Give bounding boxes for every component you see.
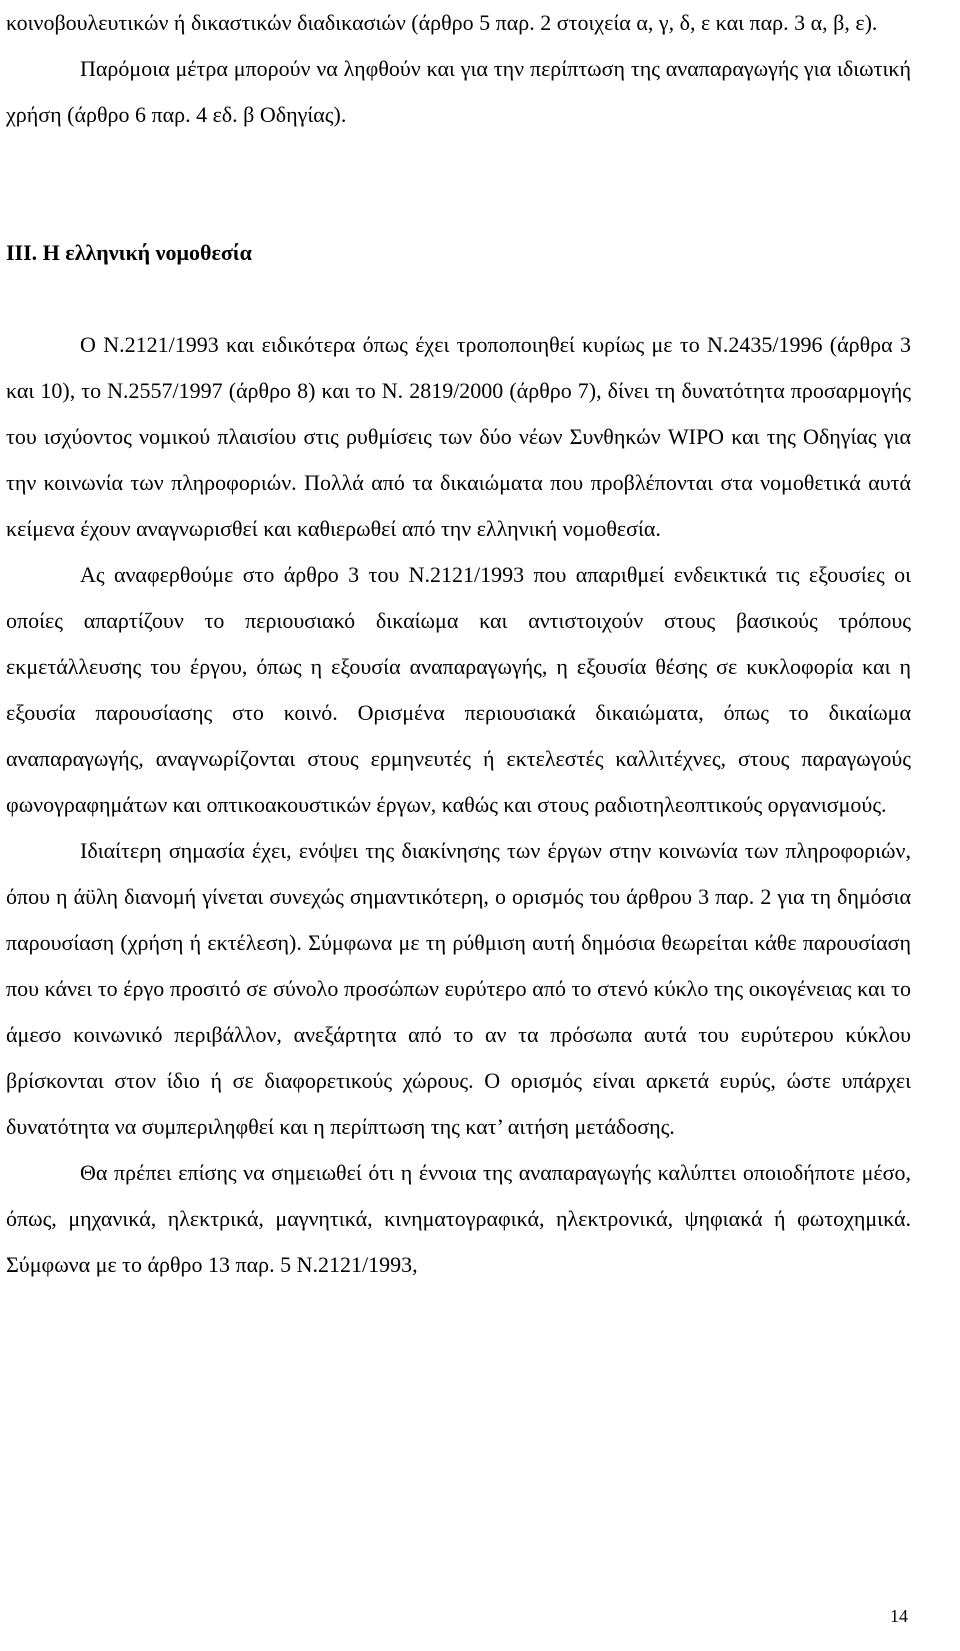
paragraph: Ιδιαίτερη σημασία έχει, ενόψει της διακίνησης των έργων στην κοινωνία των πληροφοριών, όπου η άϋλη διανομή γίνεται συνεχώς σημαντικότερη, ο ορισμός του άρθρου 3 παρ. 2 για τη δημόσια παρουσίαση (χρήση ή εκτέλεση). Σύμφωνα με τη ρύθμιση αυτή δημόσια θεωρείται κάθε παρουσίαση που κάνει το έργο προσιτό σε σύνολο προσώπων ευρύτερο από το στενό κύκλο της οικογένειας και το άμεσο κοινωνικό περιβάλλον, ανεξάρτητα από το αν τα πρόσωπα αυτά του ευρύτερου κύκλου βρίσκονται στον ίδιο ή σε διαφορετικούς χώρους. Ο ορισμός είναι αρκετά ευρύς, ώστε υπάρχει δυνατότητα να συμπεριληφθεί και η περίπτωση της κατ’ αιτήση μετάδοσης. xyxy=(6,838,911,1139)
paragraph: Ας αναφερθούμε στο άρθρο 3 του Ν.2121/1993 που απαριθμεί ενδεικτικά τις εξουσίες οι οποίες απαρτίζουν το περιουσιακό δικαίωμα και αντιστοιχούν στους βασικούς τρόπους εκμετάλλευσης του έργου, όπως η εξουσία αναπαραγωγής, η εξουσία θέσης σε κυκλοφορία και η εξουσία παρουσίασης στο κοινό. Ορισμένα περιουσιακά δικαιώματα, όπως το δικαίωμα αναπαραγωγής, αναγνωρίζονται στους ερμηνευτές ή εκτελεστές καλλιτέχνες, στους παραγωγούς φωνογραφημάτων και οπτικοακουστικών έργων, καθώς και στους ραδιοτηλεοπτικούς οργανισμούς. xyxy=(6,562,911,817)
body-text xyxy=(6,0,911,1288)
spacer xyxy=(6,138,911,230)
paragraph: Θα πρέπει επίσης να σημειωθεί ότι η έννοια της αναπαραγωγής καλύπτει οποιοδήποτε μέσο, όπως, μηχανικά, ηλεκτρικά, μαγνητικά, κινηματογραφικά, ηλεκτρονικά, ψηφιακά ή φωτοχημικά. Σύμφωνα με το άρθρο 13 παρ. 5 Ν.2121/1993, xyxy=(6,1160,911,1277)
paragraph: Παρόμοια μέτρα μπορούν να ληφθούν και για την περίπτωση της αναπαραγωγής για ιδιωτική χρήση (άρθρο 6 παρ. 4 εδ. β Οδηγίας). xyxy=(6,56,911,127)
paragraph: Ο Ν.2121/1993 και ειδικότερα όπως έχει τροποποιηθεί κυρίως με το Ν.2435/1996 (άρθρα 3 και 10), το Ν.2557/1997 (άρθρο 8) και το Ν. 2819/2000 (άρθρο 7), δίνει τη δυνατότητα προσαρμογής του ισχύοντος νομικού πλαισίου στις ρυθμίσεις των δύο νέων Συνθηκών WIPO και της Οδηγίας για την κοινωνία των πληροφοριών. Πολλά από τα δικαιώματα που προβλέπονται στα νομοθετικά αυτά κείμενα έχουν αναγνωρισθεί και καθιερωθεί από την ελληνική νομοθεσία. xyxy=(6,332,911,541)
spacer xyxy=(6,276,911,322)
page-number: 14 xyxy=(890,1606,908,1626)
section-heading: III. Η ελληνική νομοθεσία xyxy=(6,240,252,265)
paragraph-continuation: κοινοβουλευτικών ή δικαστικών διαδικασιών (άρθρο 5 παρ. 2 στοιχεία α, γ, δ, ε και παρ. 3 α, β, ε). xyxy=(6,10,878,35)
